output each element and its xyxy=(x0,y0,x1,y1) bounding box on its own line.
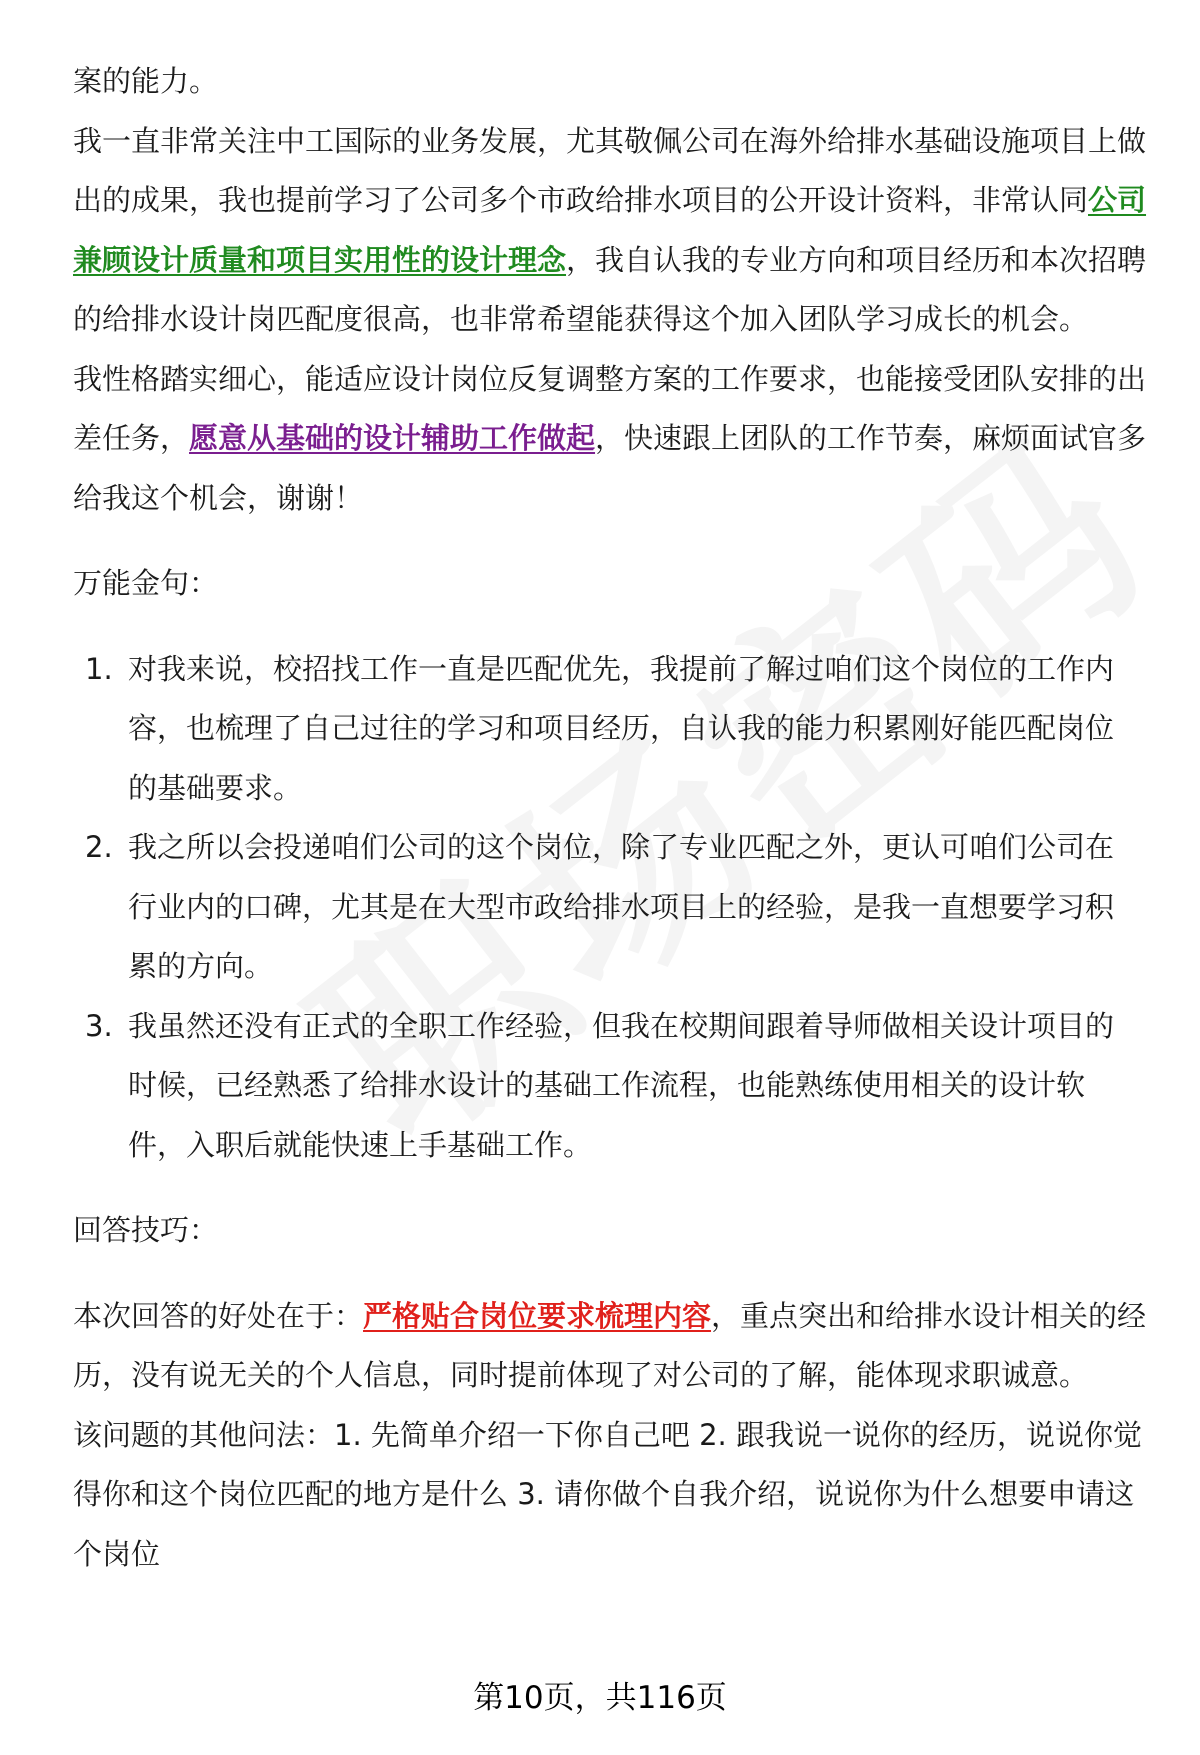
highlight-design-concept: 公司兼顾设计质量和项目实用性的设计理念 xyxy=(73,183,1147,277)
paragraph-intro-1: 案的能力。 xyxy=(73,64,219,98)
tips-paragraph-2: 该问题的其他问法：1. 先简单介绍一下你自己吧 2. 跟我说一说你的经历，说说你觉得你和这个岗位匹配的地方是什么 3. 请你做个自我介绍，说说你为什么想要申请这个岗位 xyxy=(73,1417,1142,1571)
tips-paragraph-1-after: ，重点突出和给排水设计相关的经历，没有说无关的个人信息，同时提前体现了对公司的了解，能体现求职诚意。 xyxy=(73,1298,1147,1392)
paragraph-intro-2 xyxy=(73,112,1153,350)
paragraph-intro-3-after: ，快速跟上团队的工作节奏，麻烦面试官多给我这个机会，谢谢！ xyxy=(73,421,1147,515)
golden-heading: 万能金句： xyxy=(73,566,219,600)
list-item-text: 我之所以会投递咱们公司的这个岗位，除了专业匹配之外，更认可咱们公司在行业内的口碑，尤其是在大型市政给排水项目上的经验，是我一直想要学习积累的方向。 xyxy=(128,830,1115,983)
tips-paragraph-1 xyxy=(73,1287,1153,1406)
paragraph-intro-3-text: 我性格踏实细心，能适应设计岗位反复调整方案的工作要求，也能接受团队安排的出差任务， xyxy=(73,361,1147,455)
list-item xyxy=(73,997,1153,1176)
tips-heading: 回答技巧： xyxy=(73,1213,219,1247)
page-footer: 第10页，共116页 xyxy=(473,1680,727,1716)
highlight-willing-basic-work: 愿意从基础的设计辅助工作做起 xyxy=(189,421,596,455)
tips-paragraph-1-text: 本次回答的好处在于： xyxy=(73,1298,364,1333)
list-item-number: 2. xyxy=(85,830,113,864)
paragraph-intro-2-text: 我一直非常关注中工国际的业务发展，尤其敬佩公司在海外给排水基础设施项目上做出的成果，我也提前学习了公司多个市政给排水项目的公开设计资料，非常认同 xyxy=(73,123,1147,217)
paragraph-intro-3 xyxy=(73,350,1153,529)
list-item-number: 1. xyxy=(85,651,113,686)
list-item xyxy=(73,640,1153,819)
golden-phrases-list xyxy=(73,640,1153,1176)
highlight-fit-requirements: 严格贴合岗位要求梳理内容 xyxy=(363,1298,712,1333)
list-item-text: 我虽然还没有正式的全职工作经验，但我在校期间跟着导师做相关设计项目的时候，已经熟悉了给排水设计的基础工作流程，也能熟练使用相关的设计软件，入职后就能快速上手基础工作。 xyxy=(128,1008,1115,1162)
list-item-number: 3. xyxy=(85,1008,113,1043)
list-item xyxy=(73,818,1153,997)
list-item-text: 对我来说，校招找工作一直是匹配优先，我提前了解过咱们这个岗位的工作内容，也梳理了自己过往的学习和项目经历，自认我的能力积累刚好能匹配岗位的基础要求。 xyxy=(128,651,1115,805)
document-body xyxy=(73,52,1153,1584)
paragraph-intro-2-after: ，我自认我的专业方向和项目经历和本次招聘的给排水设计岗匹配度很高，也非常希望能获得这个加入团队学习成长的机会。 xyxy=(73,242,1147,336)
